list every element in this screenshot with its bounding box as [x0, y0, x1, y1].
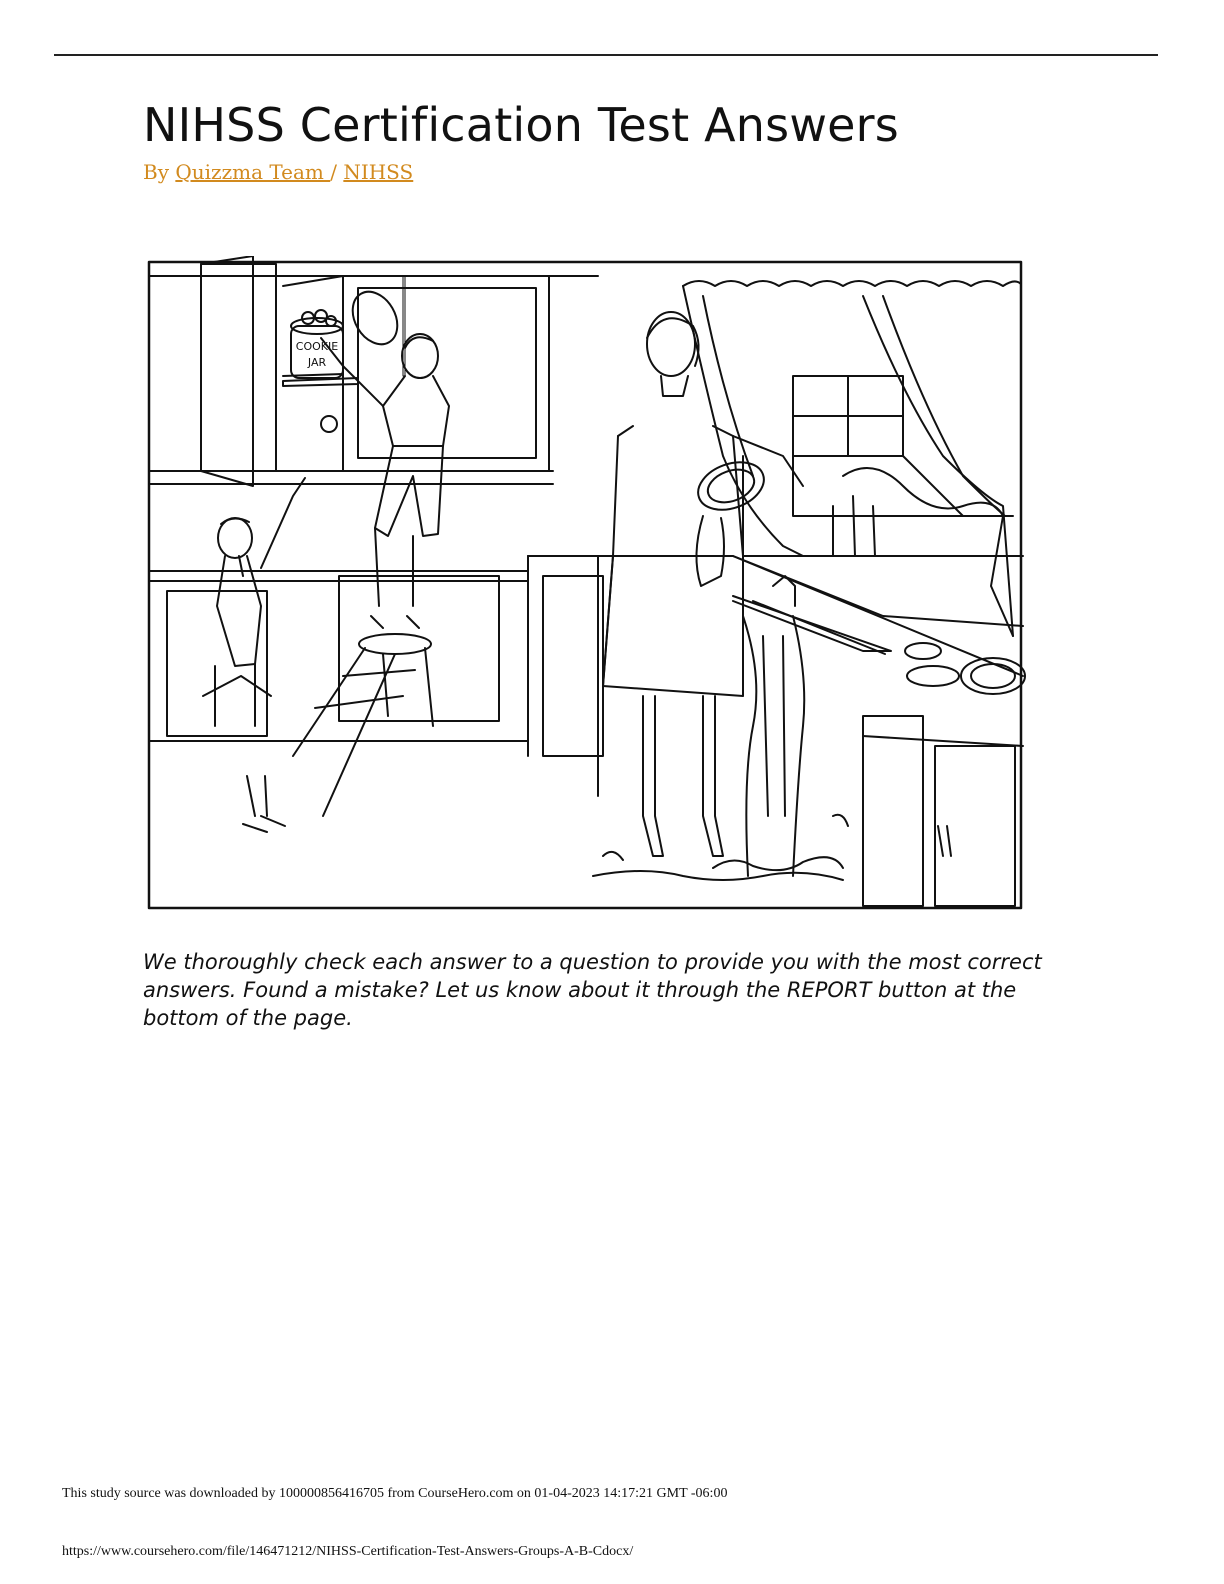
jar-label-line2: JAR	[307, 356, 327, 369]
download-notice: This study source was downloaded by 100000856416705 from CourseHero.com on 01-04-2023 14:17:21 GMT -06:00	[62, 1486, 728, 1501]
byline-prefix: By	[143, 160, 176, 184]
cookie-theft-illustration	[143, 256, 1027, 912]
intro-paragraph: We thoroughly check each answer to a question to provide you with the most correct answers. Found a mistake? Let us know about it through the REPORT button at the bottom of the page.	[143, 950, 1042, 1030]
source-url: https://www.coursehero.com/file/146471212/NIHSS-Certification-Test-Answers-Groups-A-B-Cdocx/	[62, 1544, 634, 1559]
jar-label-line1: COOKIE	[295, 340, 339, 353]
top-divider	[54, 54, 1158, 56]
author-link[interactable]: Quizzma Team	[175, 160, 331, 184]
category-link[interactable]: NIHSS	[343, 160, 414, 184]
page-title: NIHSS Certification Test Answers	[143, 98, 899, 152]
byline	[143, 160, 413, 184]
byline-separator: /	[330, 160, 344, 184]
